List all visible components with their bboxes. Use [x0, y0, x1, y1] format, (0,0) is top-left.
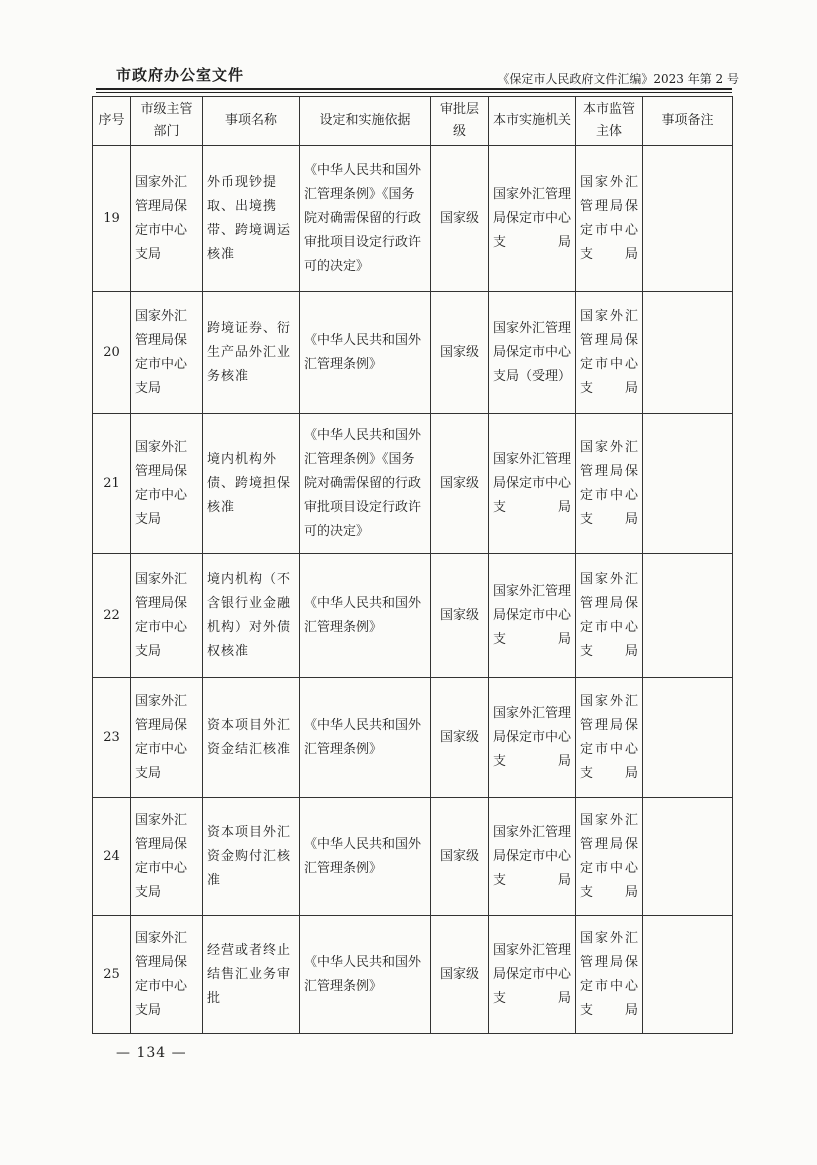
cell-no: 20: [93, 292, 131, 414]
cell-agency: 国家外汇管理局保定市中心支局: [489, 146, 576, 292]
cell-agency: 国家外汇管理局保定市中心支局: [489, 554, 576, 678]
cell-basis: 《中华人民共和国外汇管理条例》《国务院对确需保留的行政审批项目设定行政许可的决定》: [300, 414, 431, 554]
header-cell-supervisor: 本市监管主体: [576, 97, 643, 146]
cell-supervisor: 国家外汇管理局保定市中心支局: [576, 916, 643, 1034]
cell-supervisor: 国家外汇管理局保定市中心支局: [576, 554, 643, 678]
cell-agency: 国家外汇管理局保定市中心支局: [489, 414, 576, 554]
cell-remark: [643, 798, 733, 916]
cell-dept: 国家外汇管理局保定市中心支局: [131, 146, 203, 292]
cell-dept: 国家外汇管理局保定市中心支局: [131, 798, 203, 916]
cell-no: 19: [93, 146, 131, 292]
cell-level: 国家级: [431, 146, 489, 292]
table-row: [93, 798, 733, 916]
header-rule-thick: [96, 88, 732, 90]
cell-remark: [643, 292, 733, 414]
header-cell-dept: 市级主管部门: [131, 97, 203, 146]
cell-basis: 《中华人民共和国外汇管理条例》: [300, 554, 431, 678]
cell-supervisor: 国家外汇管理局保定市中心支局: [576, 146, 643, 292]
header-doc-category: 市政府办公室文件: [116, 66, 245, 84]
cell-supervisor: 国家外汇管理局保定市中心支局: [576, 678, 643, 798]
cell-no: 22: [93, 554, 131, 678]
cell-level: 国家级: [431, 414, 489, 554]
cell-level: 国家级: [431, 798, 489, 916]
cell-supervisor: 国家外汇管理局保定市中心支局: [576, 798, 643, 916]
cell-agency: 国家外汇管理局保定市中心支局（受理）: [489, 292, 576, 414]
cell-remark: [643, 678, 733, 798]
cell-agency: 国家外汇管理局保定市中心支局: [489, 678, 576, 798]
table-row: [93, 554, 733, 678]
approval-items-table: [92, 96, 733, 1034]
cell-supervisor: 国家外汇管理局保定市中心支局: [576, 414, 643, 554]
cell-no: 21: [93, 414, 131, 554]
cell-item: 资本项目外汇资金购付汇核准: [203, 798, 300, 916]
cell-agency: 国家外汇管理局保定市中心支局: [489, 916, 576, 1034]
header-rule-thin: [96, 92, 732, 93]
cell-level: 国家级: [431, 292, 489, 414]
cell-item: 境内机构外债、跨境担保核准: [203, 414, 300, 554]
header-cell-agency: 本市实施机关: [489, 97, 576, 146]
cell-supervisor: 国家外汇管理局保定市中心支局: [576, 292, 643, 414]
cell-item: 经营或者终止结售汇业务审批: [203, 916, 300, 1034]
cell-level: 国家级: [431, 678, 489, 798]
cell-item: 境内机构（不含银行业金融机构）对外债权核准: [203, 554, 300, 678]
header-cell-no: 序号: [93, 97, 131, 146]
page-number: — 134 —: [116, 1045, 187, 1061]
cell-no: 25: [93, 916, 131, 1034]
cell-dept: 国家外汇管理局保定市中心支局: [131, 554, 203, 678]
cell-dept: 国家外汇管理局保定市中心支局: [131, 916, 203, 1034]
header-cell-level: 审批层级: [431, 97, 489, 146]
table-row: [93, 678, 733, 798]
cell-no: 23: [93, 678, 131, 798]
cell-basis: 《中华人民共和国外汇管理条例》: [300, 292, 431, 414]
cell-no: 24: [93, 798, 131, 916]
table-row: [93, 146, 733, 292]
cell-basis: 《中华人民共和国外汇管理条例》《国务院对确需保留的行政审批项目设定行政许可的决定》: [300, 146, 431, 292]
header-cell-remark: 事项备注: [643, 97, 733, 146]
table-row: [93, 414, 733, 554]
cell-item: 外币现钞提取、出境携带、跨境调运核准: [203, 146, 300, 292]
header-cell-item: 事项名称: [203, 97, 300, 146]
cell-level: 国家级: [431, 916, 489, 1034]
cell-remark: [643, 146, 733, 292]
table-row: [93, 916, 733, 1034]
cell-item: 资本项目外汇资金结汇核准: [203, 678, 300, 798]
cell-basis: 《中华人民共和国外汇管理条例》: [300, 798, 431, 916]
cell-item: 跨境证券、衍生产品外汇业务核准: [203, 292, 300, 414]
cell-remark: [643, 916, 733, 1034]
cell-basis: 《中华人民共和国外汇管理条例》: [300, 916, 431, 1034]
header-cell-basis: 设定和实施依据: [300, 97, 431, 146]
cell-remark: [643, 414, 733, 554]
table-header-row: [93, 97, 733, 146]
cell-remark: [643, 554, 733, 678]
header-publication-title: 《保定市人民政府文件汇编》2023 年第 2 号: [497, 72, 739, 86]
cell-dept: 国家外汇管理局保定市中心支局: [131, 678, 203, 798]
cell-level: 国家级: [431, 554, 489, 678]
cell-dept: 国家外汇管理局保定市中心支局: [131, 414, 203, 554]
cell-basis: 《中华人民共和国外汇管理条例》: [300, 678, 431, 798]
cell-dept: 国家外汇管理局保定市中心支局: [131, 292, 203, 414]
table-row: [93, 292, 733, 414]
cell-agency: 国家外汇管理局保定市中心支局: [489, 798, 576, 916]
